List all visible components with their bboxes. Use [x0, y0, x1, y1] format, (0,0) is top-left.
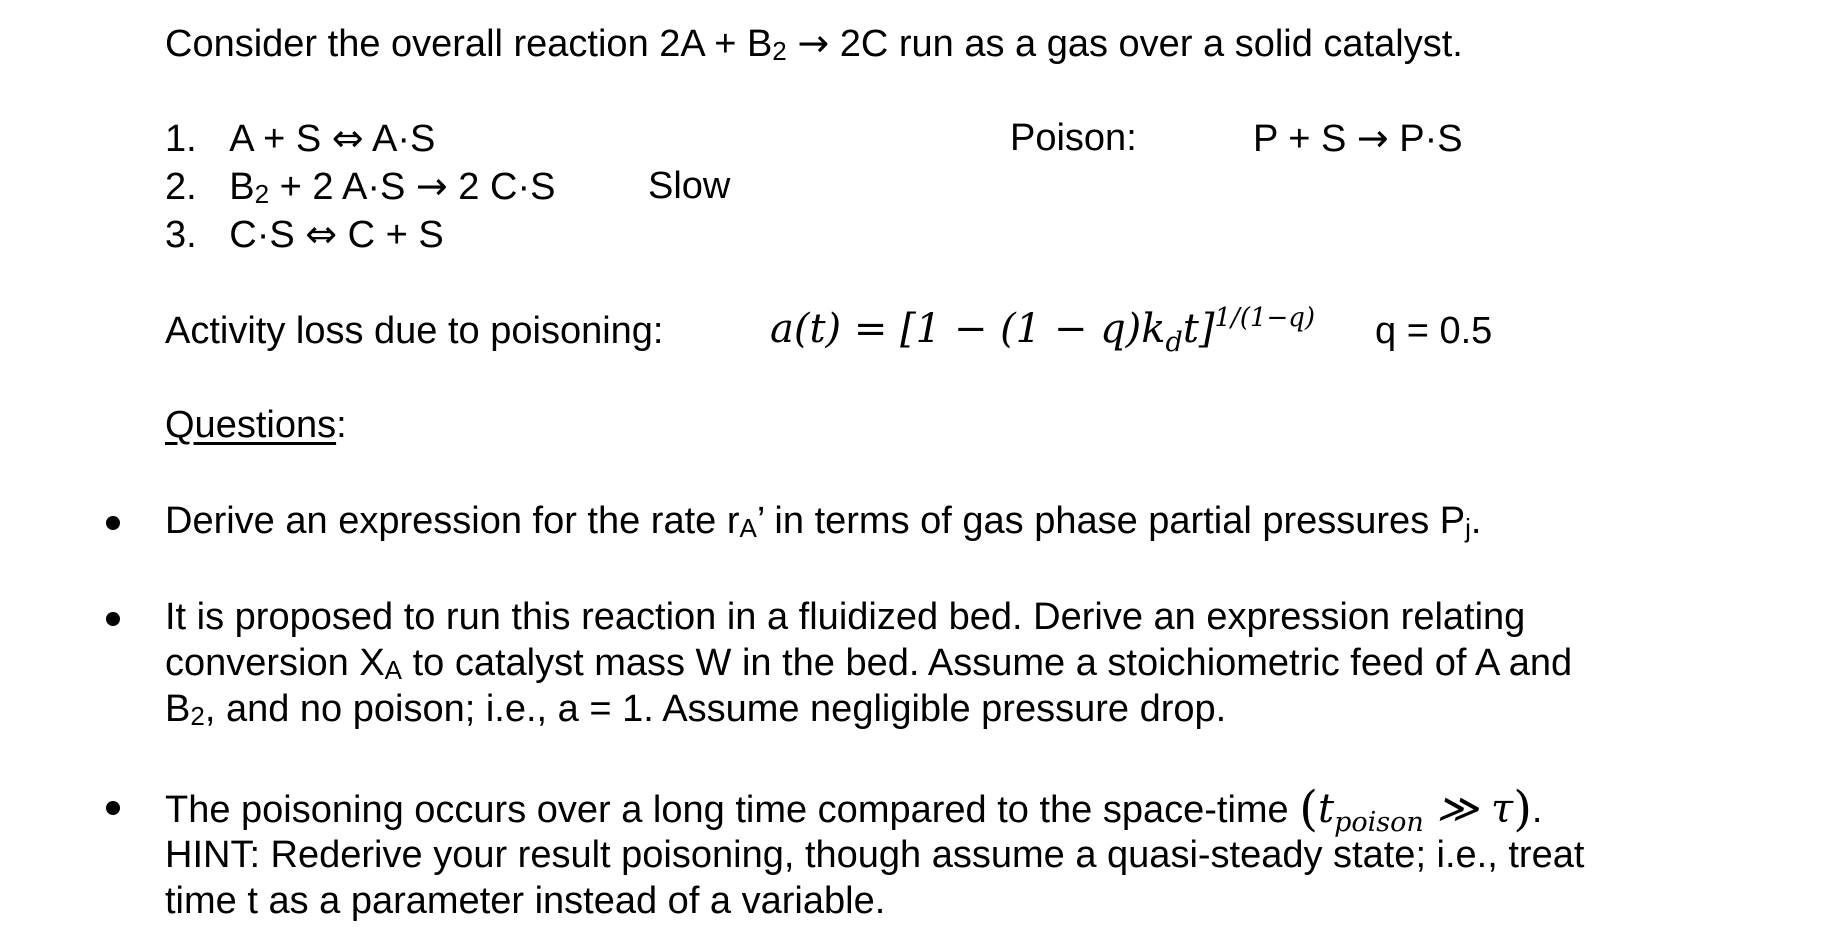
step-reactants: C·S — [229, 214, 306, 256]
step-products: A·S — [363, 118, 436, 160]
poison-reactants: P + S — [1253, 118, 1357, 160]
equilibrium-arrow-icon: ⇔ — [305, 212, 338, 256]
question-text: The poisoning occurs over a long time compared to the space-time — [165, 789, 1300, 831]
math-relation: ≫ τ — [1423, 786, 1514, 832]
question-text: B — [165, 688, 191, 730]
bullet-icon — [106, 612, 120, 626]
question-3-line-2 — [165, 832, 1584, 878]
step-number: 2. — [165, 166, 197, 208]
step-number: 1. — [165, 118, 197, 160]
math-symbol: t — [1317, 786, 1335, 832]
question-subscript: A — [384, 655, 403, 685]
arrow-icon: → — [415, 164, 448, 208]
question-text-end: . — [1531, 789, 1543, 831]
arrow-icon: → — [797, 21, 830, 65]
activity-label: Activity loss due to poisoning: — [165, 310, 664, 352]
arrow-icon: → — [1356, 116, 1389, 160]
intro-subscript: 2 — [772, 36, 787, 66]
question-3-line-1 — [165, 783, 1542, 837]
activity-equation — [770, 303, 1316, 358]
poison-label: Poison: — [1010, 117, 1137, 159]
question-text: It is proposed to run this reaction in a fluidized bed. Derive an expression relating — [165, 596, 1526, 638]
intro-sentence — [165, 20, 1463, 70]
question-text: conversion X — [165, 642, 385, 684]
question-2-line-3 — [165, 686, 1226, 735]
question-text: HINT: Rederive your result poisoning, though assume a quasi-steady state; i.e., treat — [165, 834, 1585, 876]
question-text-cont: ’ in terms of gas phase partial pressures P — [756, 500, 1466, 542]
equation-exponent: 1/(1−q) — [1214, 303, 1316, 333]
question-2-line-1 — [165, 594, 1525, 640]
poison-reaction — [1253, 115, 1463, 162]
math-subscript: poison — [1334, 807, 1424, 838]
question-1 — [165, 498, 1481, 547]
step-number: 3. — [165, 214, 197, 256]
question-subscript: A — [739, 513, 757, 543]
bullet-icon — [106, 516, 120, 530]
question-subscript: j — [1465, 513, 1471, 543]
mechanism-step-3 — [165, 211, 444, 258]
question-text-end: . — [1470, 500, 1482, 542]
paren-open: ( — [1299, 781, 1318, 837]
poison-products: P·S — [1388, 118, 1463, 160]
mechanism-step-2 — [165, 163, 555, 213]
slow-step-note: Slow — [648, 165, 731, 207]
step-products: C + S — [337, 214, 444, 256]
equation-main: a(t) = [1 − (1 − q)k — [770, 306, 1166, 352]
question-text-cont: to catalyst mass W in the bed. Assume a stoichiometric feed of A and — [402, 642, 1573, 684]
intro-text: Consider the overall reaction 2A + B — [165, 23, 773, 65]
equation-subscript: d — [1165, 327, 1183, 358]
step-reactants: B — [229, 166, 255, 208]
questions-heading-word: Questions — [165, 404, 337, 446]
paren-close: ) — [1513, 781, 1532, 837]
step-reactants: A + S — [229, 118, 332, 160]
intro-text-end: 2C run as a gas over a solid catalyst. — [829, 23, 1463, 65]
step-subscript: 2 — [254, 179, 270, 209]
step-reactants-rest: + 2 A·S — [269, 166, 416, 208]
mechanism-step-1 — [165, 115, 435, 162]
bullet-icon — [106, 801, 120, 815]
equation-bracket: t] — [1182, 306, 1215, 352]
question-text-cont: , and no poison; i.e., a = 1. Assume negligible pressure drop. — [204, 688, 1227, 730]
question-text: Derive an expression for the rate r — [165, 500, 740, 542]
question-2-line-2 — [165, 640, 1572, 689]
equilibrium-arrow-icon: ⇔ — [331, 116, 364, 160]
question-3-line-3 — [165, 878, 885, 924]
questions-heading — [165, 402, 347, 448]
question-text: time t as a parameter instead of a variable. — [165, 880, 886, 922]
q-value: q = 0.5 — [1375, 310, 1493, 352]
questions-heading-colon: : — [336, 404, 347, 446]
step-products: 2 C·S — [447, 166, 556, 208]
question-subscript: 2 — [190, 701, 205, 731]
